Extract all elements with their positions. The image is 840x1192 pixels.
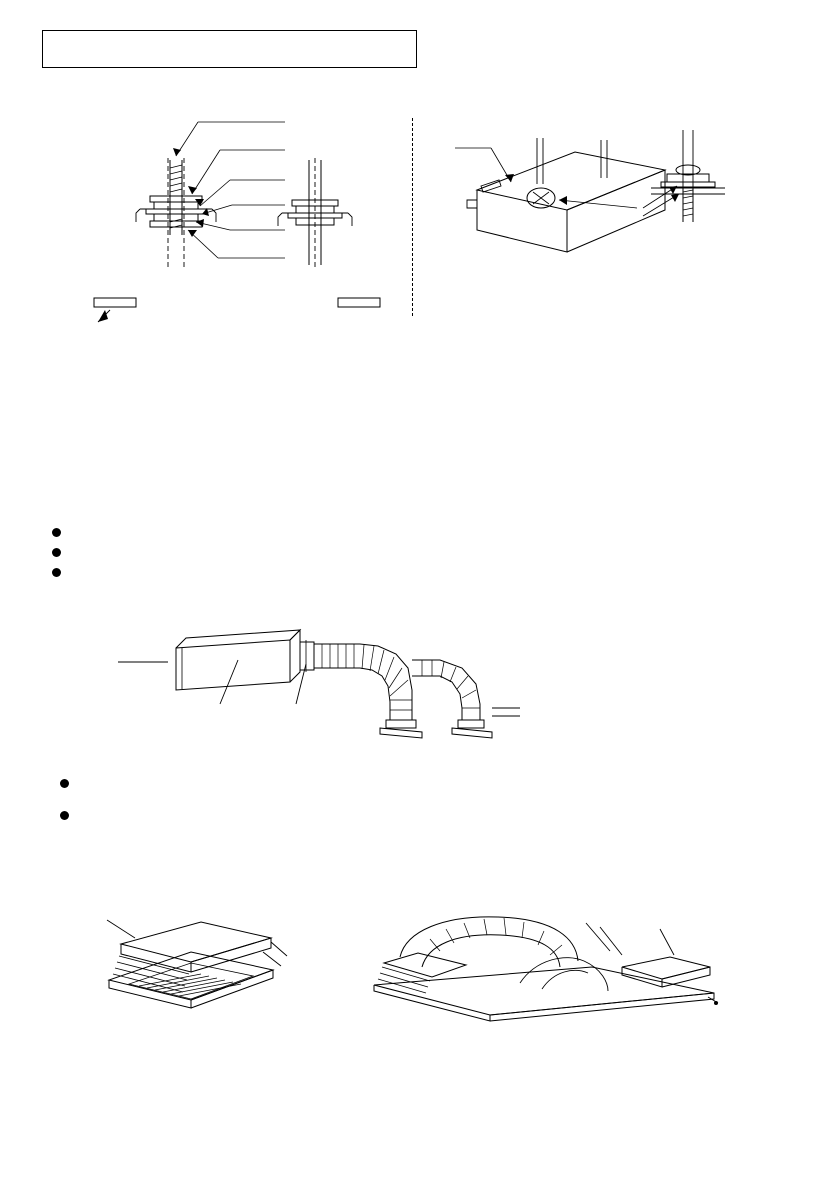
figure-grille-left	[95, 908, 295, 1023]
bullet-icon	[52, 528, 61, 537]
bullet-icon	[60, 811, 69, 820]
figure-unit-body	[455, 130, 735, 320]
bullet-icon	[52, 548, 61, 557]
list-item	[52, 567, 752, 577]
list-item	[52, 547, 752, 557]
figure-divider	[412, 118, 413, 316]
section-title-text	[43, 31, 416, 51]
bullet-icon	[60, 779, 69, 788]
list-item	[60, 810, 760, 820]
list-item	[60, 778, 760, 788]
section-title-box	[42, 30, 417, 68]
list-item	[52, 527, 752, 537]
figure-grille-right	[370, 905, 730, 1025]
figure-hanger-bolt	[80, 110, 420, 335]
figure-duct-assembly	[110, 620, 540, 755]
bullet-icon	[52, 568, 61, 577]
